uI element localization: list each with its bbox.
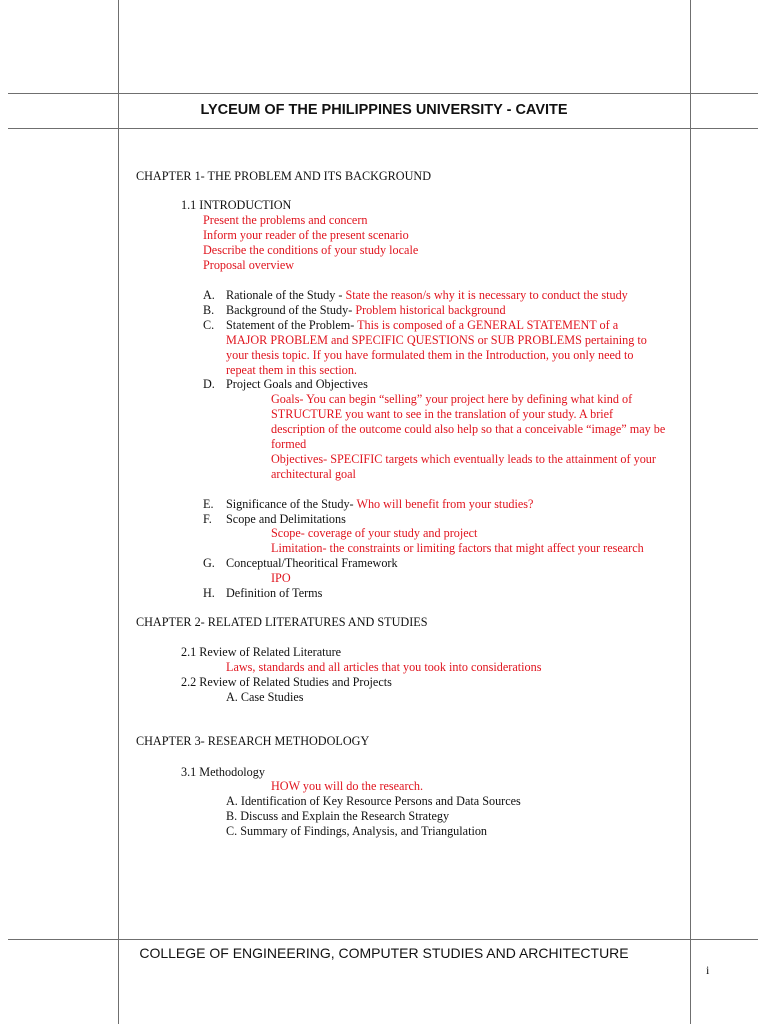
item-label-h: H. — [203, 586, 215, 600]
methodology-item: C. Summary of Findings, Analysis, and Triangulation — [226, 824, 488, 838]
item-label-b: B. — [203, 303, 215, 317]
header-top-line — [8, 93, 758, 94]
item-label-e: E. — [203, 497, 214, 511]
item-scope: Scope and Delimitations — [226, 512, 346, 526]
goals-line: Goals- You can begin “selling” your project here by defining what kind of — [271, 392, 633, 406]
scope-line: Scope- coverage of your study and project — [271, 526, 478, 540]
item-framework: Conceptual/Theoritical Framework — [226, 556, 398, 570]
item-label-f: F. — [203, 512, 212, 526]
footer-title: COLLEGE OF ENGINEERING, COMPUTER STUDIES AND ARCHITECTURE — [139, 945, 629, 961]
section-2-2: 2.2 Review of Related Studies and Projects — [181, 675, 392, 689]
item-statement-text: Statement of the Problem- — [226, 318, 358, 332]
statement-note-line: MAJOR PROBLEM and SPECIFIC QUESTIONS or SUB PROBLEMS pertaining to — [226, 333, 647, 347]
item-background-note: Problem historical background — [355, 303, 506, 317]
statement-note-line: your thesis topic. If you have formulated them in the Introduction, you only need to — [226, 348, 634, 362]
item-goals-objectives: Project Goals and Objectives — [226, 377, 368, 391]
objectives-line: Objectives- SPECIFIC targets which eventually leads to the attainment of your — [271, 452, 656, 466]
limitation-line: Limitation- the constraints or limiting factors that might affect your research — [271, 541, 644, 555]
item-background — [226, 303, 506, 318]
goals-line: STRUCTURE you want to see in the translation of your study. A brief — [271, 407, 614, 421]
item-label-g: G. — [203, 556, 215, 570]
intro-line: Present the problems and concern — [203, 213, 368, 227]
intro-line: Inform your reader of the present scenario — [203, 228, 409, 242]
item-significance-text: Significance of the Study- — [226, 497, 357, 511]
item-label-a: A. — [203, 288, 215, 302]
header-bottom-line — [8, 128, 758, 129]
section-3-1: 3.1 Methodology — [181, 765, 265, 779]
case-studies: A. Case Studies — [226, 690, 304, 704]
item-statement-note: This is composed of a GENERAL STATEMENT of a — [357, 318, 619, 332]
intro-line: Describe the conditions of your study locale — [203, 243, 419, 257]
item-significance-note: Who will benefit from your studies? — [356, 497, 534, 511]
intro-heading: 1.1 INTRODUCTION — [181, 198, 292, 212]
item-rationale — [226, 288, 628, 303]
item-label-c: C. — [203, 318, 215, 332]
section-2-1: 2.1 Review of Related Literature — [181, 645, 342, 659]
methodology-item: B. Discuss and Explain the Research Strategy — [226, 809, 450, 823]
section-2-1-note: Laws, standards and all articles that you took into considerations — [226, 660, 542, 674]
left-margin-line — [118, 0, 119, 1024]
item-rationale-note: State the reason/s why it is necessary to conduct the study — [345, 288, 628, 302]
item-background-text: Background of the Study- — [226, 303, 356, 317]
chapter2-title: CHAPTER 2- RELATED LITERATURES AND STUDIES — [136, 615, 428, 629]
section-3-1-note: HOW you will do the research. — [271, 779, 424, 793]
item-definition: Definition of Terms — [226, 586, 323, 600]
item-rationale-text: Rationale of the Study - — [226, 288, 346, 302]
chapter1-title: CHAPTER 1- THE PROBLEM AND ITS BACKGROUND — [136, 169, 432, 183]
intro-line: Proposal overview — [203, 258, 295, 272]
header-title: LYCEUM OF THE PHILIPPINES UNIVERSITY - CAVITE — [200, 102, 568, 118]
objectives-line: architectural goal — [271, 467, 356, 481]
ipo-line: IPO — [271, 571, 291, 585]
chapter3-title: CHAPTER 3- RESEARCH METHODOLOGY — [136, 734, 370, 748]
item-significance — [226, 497, 533, 512]
statement-note-line: repeat them in this section. — [226, 363, 357, 377]
methodology-item: A. Identification of Key Resource Persons and Data Sources — [226, 794, 521, 808]
footer-top-line — [8, 939, 758, 940]
page-number: i — [706, 963, 710, 977]
right-margin-line — [690, 0, 691, 1024]
item-statement — [226, 318, 618, 333]
item-label-d: D. — [203, 377, 215, 391]
goals-line: formed — [271, 437, 307, 451]
goals-line: description of the outcome could also help so that a conceivable “image” may be — [271, 422, 666, 436]
